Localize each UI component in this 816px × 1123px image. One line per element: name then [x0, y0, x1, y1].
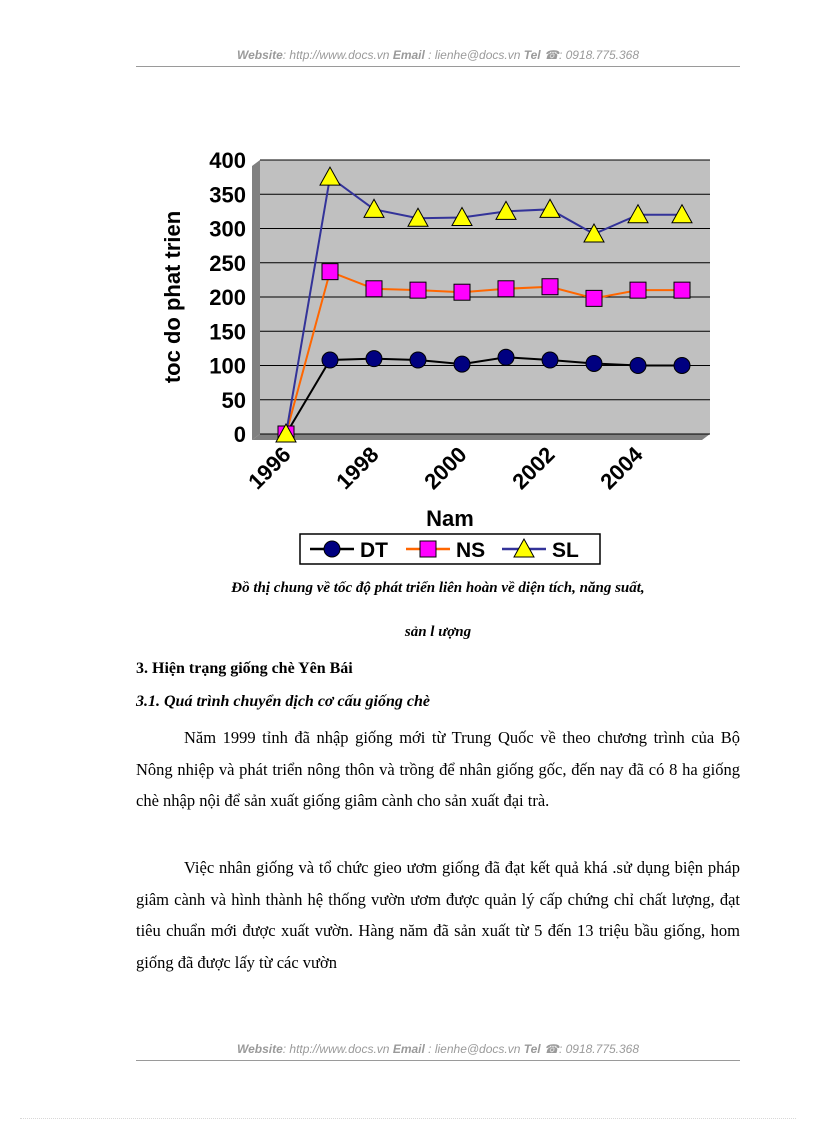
data-point-dt [454, 356, 470, 372]
footer-website-label: Website [236, 1042, 283, 1056]
chart-caption-line1: Đồ thị chung về tốc độ phát triển liên hoàn về diện tích, năng suất, [231, 580, 645, 596]
data-point-ns [542, 279, 558, 295]
data-point-dt [322, 352, 338, 368]
chart-caption-line2: sản l ượng [404, 624, 472, 640]
data-point-ns [498, 281, 514, 297]
data-point-ns [586, 290, 602, 306]
y-tick-label: 350 [209, 182, 246, 208]
header-divider [136, 66, 740, 67]
data-point-dt [630, 358, 646, 374]
footer-tel-label: Tel [523, 1042, 541, 1056]
y-tick-label: 400 [209, 148, 246, 173]
y-tick-label: 150 [209, 319, 246, 345]
x-axis-label: Nam [426, 506, 474, 531]
data-point-ns [630, 282, 646, 298]
y-tick-label: 200 [209, 285, 246, 310]
page-bottom-dotted-line [20, 1118, 796, 1119]
legend-label-sl: SL [552, 539, 579, 562]
x-tick-label: 1996 [243, 441, 296, 495]
data-point-ns [322, 264, 338, 280]
legend-marker-dt [324, 541, 340, 557]
footer-email-label: Email [392, 1042, 425, 1056]
y-tick-label: 50 [221, 387, 246, 413]
paragraph-2: Việc nhân giống và tổ chức gieo ươm giống đã đạt kết quả khá .sử dụng biện pháp giâm cành và hình thành hệ thống vườn ươm được quản lý cấp chứng chỉ chất lượng, đạt tiêu chuẩn mới được xuất vườn. Hàng năm đã sản xuất từ 5 đến 13 triệu bầu giống, hom giống đã được lấy từ các vườn [136, 858, 740, 972]
page-footer [136, 1042, 740, 1056]
plot-side-wall [252, 160, 260, 440]
data-point-dt [366, 351, 382, 367]
y-tick-label: 100 [209, 353, 246, 379]
footer-email-value: : lienhe@docs.vn [428, 1042, 521, 1056]
y-axis-label: toc do phat trien [160, 210, 185, 384]
header-tel-value: ☎: 0918.775.368 [544, 48, 640, 62]
footer-website-value: : http://www.docs.vn [282, 1042, 390, 1056]
data-point-ns [674, 282, 690, 298]
footer-divider [136, 1060, 740, 1061]
x-tick-label: 2002 [507, 441, 560, 495]
header-email-label: Email [392, 48, 425, 62]
legend-label-dt: DT [360, 539, 388, 562]
data-point-dt [410, 352, 426, 368]
plot-floor [252, 434, 710, 440]
data-point-ns [410, 282, 426, 298]
header-email-value: : lienhe@docs.vn [428, 48, 521, 62]
page-header [136, 48, 740, 62]
header-tel-label: Tel [523, 48, 541, 62]
y-tick-label: 0 [233, 422, 246, 447]
y-tick-label: 250 [209, 250, 246, 276]
paragraph-1: Năm 1999 tỉnh đã nhập giống mới từ Trung Quốc về theo chương trình của Bộ Nông nhiệp và phát triển nông thôn và trồng để nhân giống gốc, đến nay đã có 8 ha giống chè nhập nội để sản xuất giống giâm cành cho sản xuất đại trà. [136, 728, 740, 810]
data-point-dt [674, 358, 690, 374]
growth-rate-chart [150, 140, 648, 570]
section-subheading: 3.1. Quá trình chuyển dịch cơ cấu giống chè [136, 693, 430, 710]
data-point-ns [454, 284, 470, 300]
header-website-label: Website [236, 48, 283, 62]
x-tick-label: 1998 [331, 441, 384, 495]
data-point-dt [498, 349, 514, 365]
x-tick-label: 2004 [595, 441, 648, 495]
x-tick-label: 2000 [419, 441, 472, 495]
section-heading: 3. Hiện trạng giống chè Yên Bái [136, 660, 353, 677]
data-point-dt [542, 352, 558, 368]
data-point-dt [586, 355, 602, 371]
legend-marker-ns [420, 541, 436, 557]
footer-tel-value: ☎: 0918.775.368 [544, 1042, 640, 1056]
header-website-value: : http://www.docs.vn [282, 48, 390, 62]
legend-label-ns: NS [456, 539, 486, 562]
data-point-ns [366, 281, 382, 297]
y-tick-label: 300 [209, 216, 246, 242]
